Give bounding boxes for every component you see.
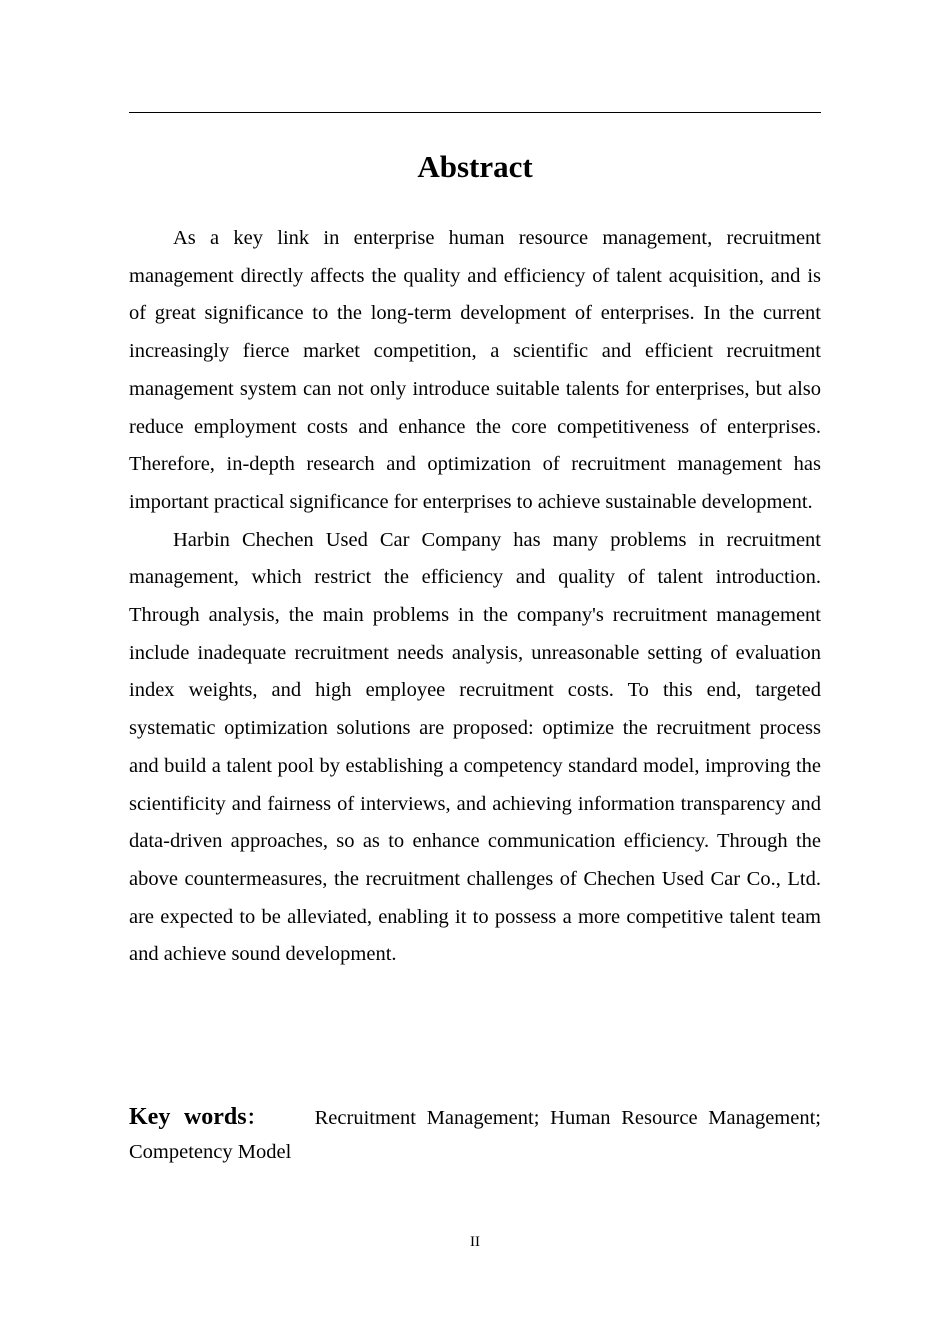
- header-rule: [129, 112, 821, 113]
- page-title: Abstract: [417, 149, 533, 184]
- keywords-line: [129, 1100, 821, 1169]
- abstract-body: [129, 220, 821, 974]
- page-number: II: [470, 1234, 480, 1250]
- keywords-label: Key words: [129, 1104, 247, 1130]
- abstract-paragraph-1: As a key link in enterprise human resource management, recruitment management directly affects the quality and efficiency of talent acquisition, and is of great significance to the long-term development of enterprises. In the current increasingly fierce market competition, a scientific and efficient recruitment management system can not only introduce suitable talents for enterprises, but also reduce employment costs and enhance the core competitiveness of enterprises. Therefore, in-depth research and optimization of recruitment management has important practical significance for enterprises to achieve sustainable development.: [129, 227, 821, 513]
- keywords-colon: ：: [246, 1107, 267, 1129]
- abstract-paragraph-2: Harbin Chechen Used Car Company has many problems in recruitment management, which restrict the efficiency and quality of talent introduction. Through analysis, the main problems in the company's recruitment management include inadequate recruitment needs analysis, unreasonable setting of evaluation index weights, and high employee recruitment costs. To this end, targeted systematic optimization solutions are proposed: optimize the recruitment process and build a talent pool by establishing a competency standard model, improving the scientificity and fairness of interviews, and achieving information transparency and data-driven approaches, so as to enhance communication efficiency. Through the above countermeasures, the recruitment challenges of Chechen Used Car Co., Ltd. are expected to be alleviated, enabling it to possess a more competitive talent team and achieve sound development.: [129, 528, 821, 966]
- keywords-value: Recruitment Management; Human Resource Management; Competency Model: [129, 1107, 821, 1163]
